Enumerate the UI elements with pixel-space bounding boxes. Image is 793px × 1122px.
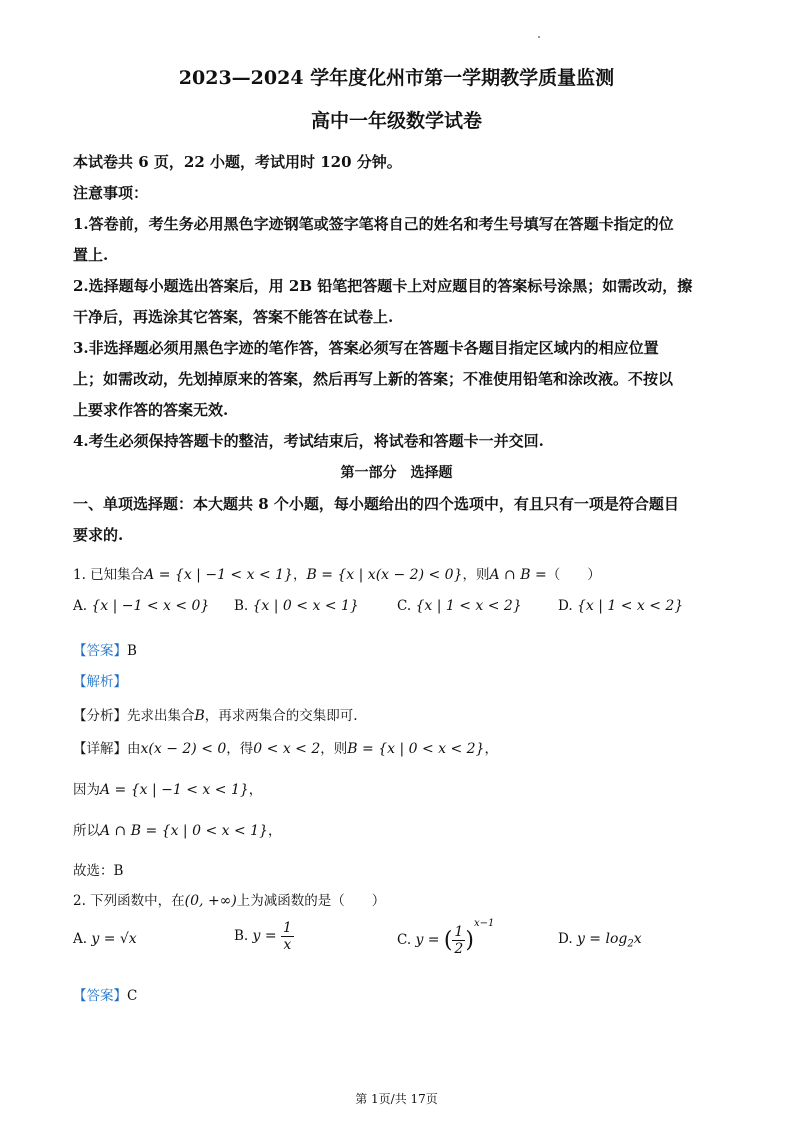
- q1-set-a: A = {x | −1 < x < 1}: [144, 567, 293, 583]
- xj-math-1: x(x − 2) < 0: [140, 741, 227, 757]
- option-label: D.: [558, 931, 573, 947]
- because-text-2: ，: [248, 782, 263, 798]
- xj-text: 由: [127, 741, 141, 757]
- fenxi-text: 先求出集合: [127, 708, 195, 724]
- answer-value: B: [127, 643, 137, 659]
- because-math: A = {x | −1 < x < 1}: [100, 782, 249, 798]
- q1-fenxi: [73, 704, 358, 724]
- notice-4: 4.考生必须保持答题卡的整洁，考试结束后，将试卷和答题卡一并交回.: [73, 432, 544, 450]
- notice-1b: 置上.: [73, 246, 109, 264]
- q2-option-d: [558, 931, 642, 950]
- section-heading-a: 一、单项选择题：本大题共 8 个小题，每小题给出的四个选项中，有且只有一项是符合题目: [73, 495, 679, 513]
- q1-analysis-tag: 【解析】: [73, 674, 127, 690]
- fraction: [452, 924, 465, 957]
- option-math: {x | 0 < x < 1}: [252, 598, 359, 614]
- right-paren: ): [465, 928, 474, 953]
- numerator: 1: [282, 920, 292, 936]
- q1-option-b: [234, 598, 359, 614]
- option-math: y = √x: [91, 931, 137, 947]
- q1-paren: （ ）: [546, 567, 601, 583]
- option-label: C.: [397, 598, 412, 614]
- q1-prefix: 1. 已知集合: [73, 567, 145, 583]
- so-text-2: ，: [267, 823, 282, 839]
- notice-3a: 3.非选择题必须用黑色字迹的笔作答，答案必须写在答题卡各题目指定区域内的相应位置: [73, 339, 659, 357]
- xj-text-4: ，: [484, 741, 498, 757]
- because-text: 因为: [73, 782, 100, 798]
- xj-text-2: ，得: [226, 741, 254, 757]
- q1-expression: A ∩ B =: [489, 567, 547, 583]
- so-text: 所以: [73, 823, 100, 839]
- option-label: A.: [73, 598, 88, 614]
- option-math: {x | 1 < x < 2}: [576, 598, 684, 614]
- log-var: x: [633, 931, 642, 947]
- xj-math-3: B = {x | 0 < x < 2}: [347, 741, 485, 757]
- log-base: 2: [627, 938, 634, 950]
- document-title: 2023—2024 学年度化州市第一学期教学质量监测: [178, 67, 615, 89]
- exponent: x−1: [473, 918, 495, 929]
- xj-math-2: 0 < x < 2: [253, 741, 321, 757]
- xiangjie-tag: 【详解】: [73, 741, 127, 757]
- denominator: 2: [454, 941, 464, 957]
- so-math: A ∩ B = {x | 0 < x < 1}: [100, 823, 268, 839]
- option-math: y =: [415, 932, 440, 948]
- q2-option-b: [234, 920, 294, 953]
- q2-option-a: [73, 931, 137, 947]
- xj-text-3: ，则: [320, 741, 348, 757]
- q2-option-c: [397, 918, 494, 957]
- notice-3b: 上；如需改动，先划掉原来的答案，然后再写上新的答案；不准使用铅笔和涂改液。不按以: [73, 370, 674, 388]
- notice-2b: 干净后，再选涂其它答案，答案不能答在试卷上.: [73, 308, 394, 326]
- notice-1a: 1.答卷前，考生务必用黑色字迹钢笔或签字笔将自己的姓名和考生号填写在答题卡指定的位: [73, 215, 674, 233]
- q1-comma: ，: [292, 567, 307, 583]
- fenxi-var: B: [194, 708, 205, 724]
- option-label: D.: [558, 598, 573, 614]
- q2-prefix: 2. 下列函数中，在: [73, 893, 185, 909]
- fenxi-text-2: ，再求两集合的交集即可.: [204, 708, 358, 724]
- part-heading: 第一部分 选择题: [340, 465, 453, 481]
- option-label: B.: [234, 928, 249, 944]
- option-label: B.: [234, 598, 249, 614]
- denominator: x: [283, 937, 292, 953]
- q1-option-c: [397, 598, 522, 614]
- q2-answer: [73, 984, 137, 1004]
- q1-because: [73, 778, 262, 798]
- section-heading-b: 要求的.: [73, 526, 124, 544]
- notice-3c: 上要求作答的答案无效.: [73, 401, 229, 419]
- q1-option-a: [73, 598, 209, 614]
- answer-tag: 【答案】: [73, 988, 127, 1004]
- q1-therefore: [73, 819, 281, 839]
- exam-info: 本试卷共 6 页，22 小题，考试用时 120 分钟。: [73, 153, 402, 171]
- fenxi-tag: 【分析】: [73, 708, 127, 724]
- notice-2a: 2.选择题每小题选出答案后，用 2B 铅笔把答题卡上对应题目的答案标号涂黑；如需改动，擦: [73, 277, 693, 295]
- option-math: y = log: [576, 931, 628, 947]
- answer-value: C: [127, 988, 138, 1004]
- scan-dot: [538, 36, 540, 38]
- option-math: y =: [252, 928, 277, 944]
- q1-suffix: ，则: [462, 567, 490, 583]
- option-math: {x | −1 < x < 0}: [91, 598, 210, 614]
- left-paren: (: [443, 928, 453, 953]
- page-footer: 第 1页/共 17页: [355, 1092, 438, 1106]
- answer-tag: 【答案】: [73, 643, 127, 659]
- notice-heading: 注意事项：: [73, 184, 149, 202]
- q1-set-b: B = {x | x(x − 2) < 0}: [306, 567, 463, 583]
- question-1-stem: [73, 563, 601, 583]
- q2-suffix: 上为减函数的是（ ）: [236, 893, 386, 909]
- option-label: C.: [397, 932, 412, 948]
- q1-xiangjie: [73, 737, 498, 757]
- numerator: 1: [454, 924, 464, 940]
- option-math: {x | 1 < x < 2}: [415, 598, 522, 614]
- q1-answer: [73, 639, 137, 659]
- option-label: A.: [73, 931, 88, 947]
- fraction: [281, 920, 294, 953]
- question-2-stem: [73, 889, 385, 909]
- q1-option-d: [558, 598, 683, 614]
- q2-interval: (0, +∞): [184, 893, 237, 909]
- q1-choice: 故选：B: [73, 863, 124, 879]
- document-subtitle: 高中一年级数学试卷: [310, 110, 482, 132]
